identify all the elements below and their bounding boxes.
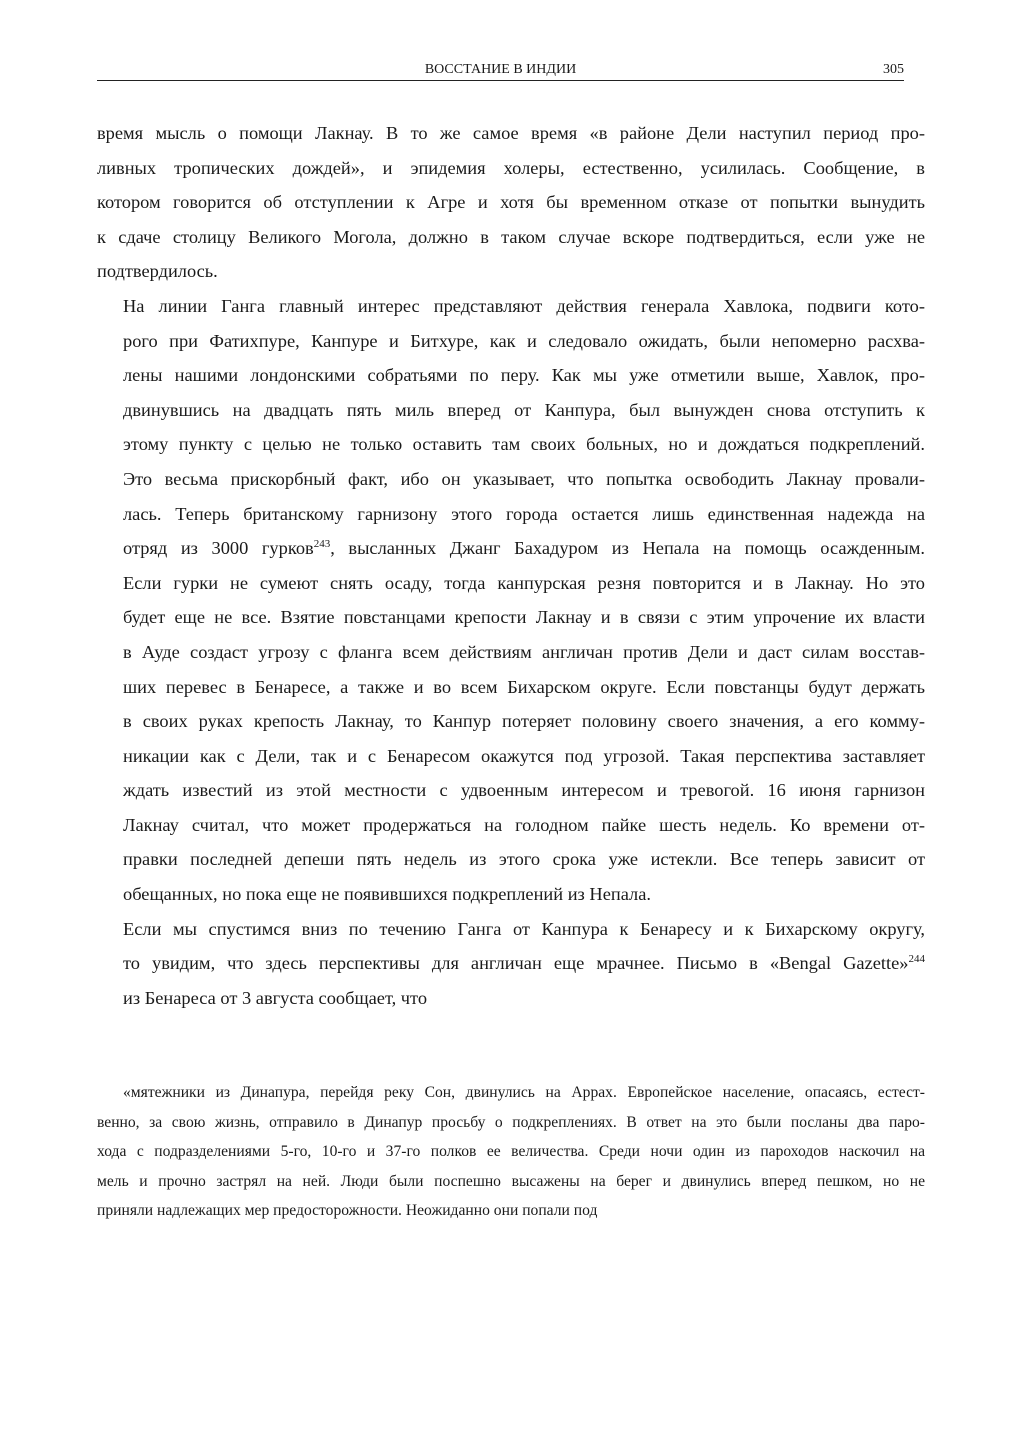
text-line: лась. Теперь британскому гарнизону этого города остается лишь единственная надежда на: [123, 503, 925, 524]
quote-line: хода с подразделениями 5-го, 10-го и 37-го полков ее величества. Среди ночи один из пароходов наскочил на: [97, 1143, 925, 1161]
text-line: правки последней депеши пять недель из этого срока уже истекли. Все теперь зависит от: [123, 849, 925, 870]
text-line: отряд из 3000 гурков$^{243}$, высланных Джанг Бахадуром из Непала на помощь осажденным.: [123, 538, 925, 559]
page-number: 305: [883, 62, 904, 77]
text-line: ждать известий из этой местности с удвоенным интересом и тревогой. 16 июня гарнизон: [123, 780, 925, 801]
text-line: этому пункту с целью не только оставить там своих больных, но и дождаться подкреплений.: [123, 434, 925, 455]
quote-line: «мятежники из Динапура, перейдя реку Сон, двинулись на Аррах. Европейское население, опасаясь, естест-: [123, 1084, 925, 1101]
text-line: котором говорится об отступлении к Агре и хотя бы временном отказе от попытки вынудить: [97, 192, 925, 213]
text-line: двинувшись на двадцать пять миль вперед от Канпура, был вынужден снова отступить к: [123, 399, 925, 420]
quote-line: приняли надлежащих мер предосторожности. Неожиданно они попали под: [97, 1202, 598, 1220]
paragraph: [97, 289, 925, 912]
text-line: то увидим, что здесь перспективы для англичан еще мрачнее. Письмо в «Bengal Gazette»$^{244}$: [123, 953, 925, 974]
text-line: лены нашими лондонскими собратьями по перу. Как мы уже отметили выше, Хавлок, про-: [123, 365, 925, 386]
text-line: подтвердилось.: [97, 261, 218, 282]
block-quote: [97, 1078, 925, 1226]
text-line: время мысль о помощи Лакнау. В то же самое время «в районе Дели наступил период про-: [97, 123, 925, 143]
text-line: в Ауде создаст угрозу с фланга всем действиям англичан против Дели и даст силам восстав-: [123, 641, 925, 662]
running-title: ВОССТАНИЕ В ИНДИИ: [424, 62, 577, 77]
text-line: в своих руках крепость Лакнау, то Канпур потеряет половину своего значения, а его комму-: [123, 711, 925, 732]
paragraph: [97, 116, 925, 289]
text-line: к сдаче столицу Великого Могола, должно в таком случае вскоре подтвердиться, если уже не: [97, 226, 925, 247]
body-text: [97, 116, 925, 1015]
text-line: ших перевес в Бенаресе, а также и во всем Бихарском округе. Если повстанцы будут держать: [123, 676, 925, 697]
text-line: будет еще не все. Взятие повстанцами крепости Лакнау и в связи с этим упрочение их власти: [123, 607, 925, 628]
paragraph: [97, 912, 925, 1016]
text-line: обещанных, но пока еще не появившихся подкреплений из Непала.: [123, 884, 651, 905]
text-line: Лакнау считал, что может продержаться на голодном пайке шесть недель. Ко времени от-: [123, 814, 925, 835]
text-line: рого при Фатихпуре, Канпуре и Битхуре, как и следовало ожидать, были непомерно расхва-: [123, 330, 925, 351]
text-line: Если гурки не сумеют снять осаду, тогда канпурская резня повторится и в Лакнау. Но это: [123, 572, 925, 593]
text-line: ливных тропических дождей», и эпидемия холеры, естественно, усилилась. Сообщение, в: [97, 157, 925, 178]
text-line: из Бенареса от 3 августа сообщает, что: [123, 987, 428, 1008]
quote-line: венно, за свою жизнь, отправило в Динапур просьбу о подкреплениях. В ответ на это были посланы два паро-: [97, 1113, 925, 1131]
quote-line: мель и прочно застрял на ней. Люди были поспешно высажены на берег и двинулись вперед пешком, но не: [97, 1172, 925, 1190]
text-line: На линии Ганга главный интерес представляют действия генерала Хавлока, подвиги кото-: [123, 295, 925, 316]
text-line: Если мы спустимся вниз по течению Ганга от Канпура к Бенаресу и к Бихарскому округу,: [123, 918, 925, 939]
running-header: [97, 60, 904, 81]
text-line: никации как с Дели, так и с Бенаресом окажутся под угрозой. Такая перспектива заставляет: [123, 745, 925, 766]
footnote-ref-243: 243: [313, 538, 331, 550]
footnote-ref-244: 244: [908, 953, 925, 966]
text-line: Это весьма прискорбный факт, ибо он указывает, что попытка освободить Лакнау провали-: [123, 468, 925, 489]
